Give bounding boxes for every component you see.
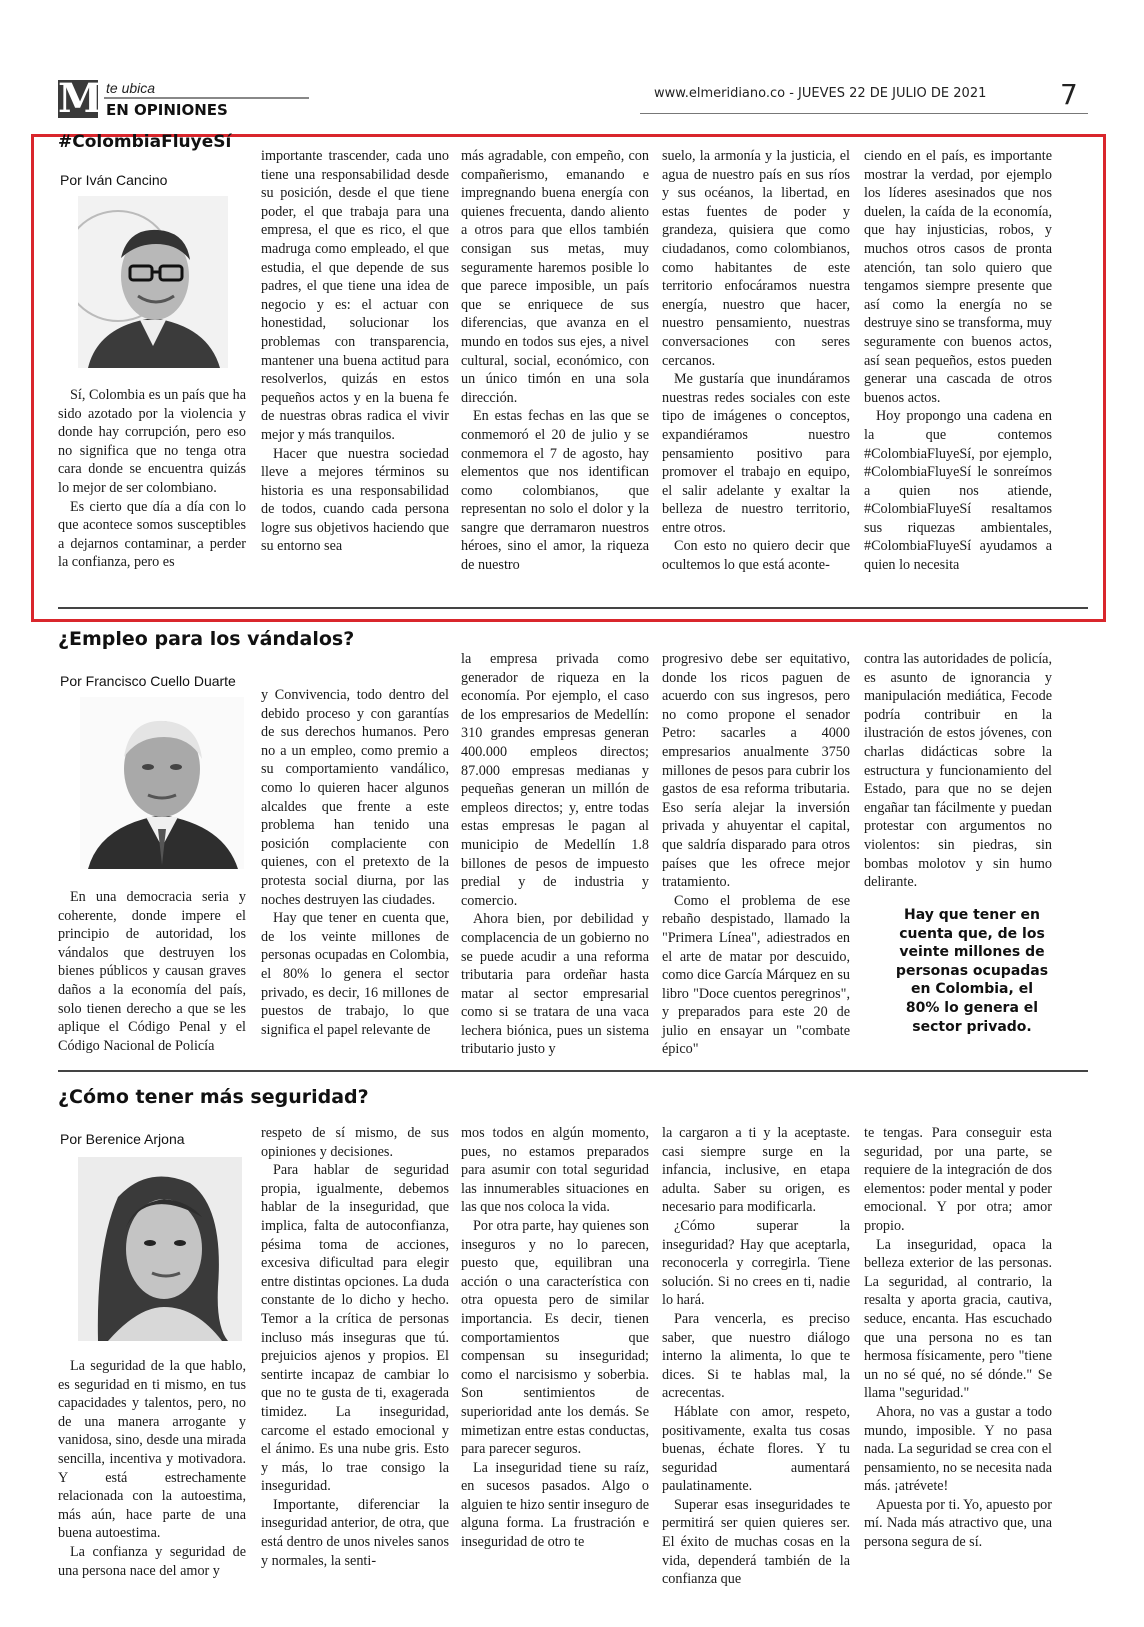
paragraph: Superar esas inseguridades te permitirá ser quien quieres ser. El éxito de muchas cosas en la vida, dependerá también de la confianza que bbox=[662, 1496, 850, 1588]
paragraph: ciendo en el país, es importante mostrar la verdad, por ejemplo los líderes asesinados que nos duelen, la caída de la economía, que hay injusticias, robos, y muchos otros casos de pronta atención, tan solo quiero que tengamos siempre presente que así como la energía no se destruye sino se transforma, muy seguramente con buenos actos, así sean pequeños, estos pueden generar una cascada de otros buenos actos. bbox=[864, 148, 1052, 406]
author-photo-berenice-arjona bbox=[78, 1157, 242, 1341]
article3-column-2 bbox=[261, 1124, 449, 1570]
header-rule bbox=[104, 97, 309, 99]
section-name: EN OPINIONES bbox=[106, 101, 228, 119]
article3-column-5 bbox=[864, 1124, 1052, 1552]
newspaper-logo: M bbox=[58, 75, 103, 122]
article1-column-5 bbox=[864, 147, 1052, 575]
paragraph: más agradable, con empeño, con compañerismo, emanando e impregnando buena energía con quienes frecuenta, dando aliento a otros para que ellos también consigan sus metas, muy seguramente haremos posible lo que parece imposible, un país que se enriquece de sus diferencias, que avanza en el mundo en todos sus ejes, a nivel cultural, social, económico, con un único timón en una sola dirección. bbox=[461, 148, 649, 406]
byline-francisco-cuello: Por Francisco Cuello Duarte bbox=[60, 673, 236, 689]
paragraph: suelo, la armonía y la justicia, el agua de nuestro país en sus ríos y sus océanos, la libertad, en estas fuentes de poder y grandeza, quisiera que como ciudadanos, como colombianos, como habitantes de este territorio enfocáramos nuestra energía, nuestro que hacer, nuestro pensamiento, nuestras conversaciones con seres cercanos. bbox=[662, 148, 850, 369]
paragraph: te tengas. Para conseguir esta seguridad, por una parte, se requiere de la integración de dos elementos: poder mental y poder emocional. Y por otra; amor propio. bbox=[864, 1125, 1052, 1234]
author-photo-francisco-cuello bbox=[80, 697, 244, 869]
paragraph: la cargaron a ti y la aceptaste. casi siempre surge en la infancia, inclusive, en etapa adulta. Saber su origen, es necesario para modificarla. bbox=[662, 1125, 850, 1216]
paragraph: Háblate con amor, respeto, positivamente, exalta tus cosas buenas, échate flores. Y tu seguridad aumentará paulatinamente. bbox=[662, 1403, 850, 1495]
paragraph: La confianza y seguridad de una persona nace del amor y bbox=[58, 1543, 246, 1579]
byline-ivan-cancino: Por Iván Cancino bbox=[60, 172, 168, 188]
pull-quote: Hay que tener en cuenta que, de los veinte millones de personas ocupadas en Colombia, el 80% lo genera el sector privado. bbox=[895, 907, 1049, 1035]
paragraph: Es cierto que día a día con lo que acontece somos susceptibles a dejarnos contaminar, a perder la confianza, pero es bbox=[58, 498, 246, 571]
paragraph: La inseguridad tiene su raíz, en sucesos pasados. Algo o alguien te hizo sentir inseguro de alguna forma. La frustración e inseguridad de otro te bbox=[461, 1459, 649, 1551]
paragraph: Me gustaría que inundáramos nuestras redes sociales con este tipo de imágenes o conceptos, expandiéramos nuestro pensamiento positivo para promover el trabajo en equipo, el salir adelante y exaltar la belleza de nuestro territorio, entre otros. bbox=[662, 371, 850, 536]
paragraph: Como el problema de ese rebaño despistado, llamado la "Primera Línea", adiestrados en el arte de matar por descuido, como dice García Márquez en su libro "Doce cuentos peregrinos", y preparados para este 20 de julio en ensayar un "combate épico" bbox=[662, 892, 850, 1058]
article3-column-4 bbox=[662, 1124, 850, 1589]
article2-column-3 bbox=[461, 650, 649, 1059]
portrait-older-man-icon bbox=[80, 697, 244, 869]
paragraph: progresivo debe ser equitativo, donde los ricos paguen de acuerdo con sus ingresos, pero no como propone el senador Petro: sacarles a 4000 empresarios anualmente 3750 millones de pesos para cubrir los gastos de esa reforma tributaria. Eso sería alejar la inversión privada y ahuyentar el capital, que saldría disparado para otros países que les ofrece mejor tratamiento. bbox=[662, 651, 850, 891]
paragraph: Hay que tener en cuenta que, de los veinte millones de personas ocupadas en Colombia, el 80% lo genera el sector privado, es decir, 16 millones de puestos de trabajo, lo que significa el papel relevante de bbox=[261, 910, 449, 1038]
paragraph: Ahora bien, por debilidad y complacencia de un gobierno no se puede acudir a una reforma tributaria para ordeñar hasta matar al sector empresarial como si se tratara de una vaca lechera biónica, pues un sistema tributario justo y bbox=[461, 911, 649, 1058]
article1-column-3 bbox=[461, 147, 649, 575]
paragraph: Hacer que nuestra sociedad lleve a mejores términos su historia es una responsabilidad de todos, cuando cada persona logre sus objetivos haciendo que su entorno sea bbox=[261, 445, 449, 555]
article1-column-2 bbox=[261, 147, 449, 556]
header-right-rule bbox=[640, 113, 1088, 114]
section-divider bbox=[58, 607, 1088, 609]
paragraph: respeto de sí mismo, de sus opiniones y decisiones. bbox=[261, 1125, 449, 1160]
paragraph: mos todos en algún momento, pues, no estamos preparados para asumir con total seguridad las innumerables situaciones en las que nos coloca la vida. bbox=[461, 1125, 649, 1216]
portrait-man-glasses-icon bbox=[78, 196, 228, 368]
article1-column-1 bbox=[58, 386, 246, 572]
paragraph: La seguridad de la que hablo, es seguridad en ti mismo, en tus capacidades y talentos, pero, no de una manera arrogante y vanidosa, sino, desde una mirada sencilla, incentiva y motivadora. Y está estrechamente relacionada con la autoestima, más aún, hace parte de una buena autoestima. bbox=[58, 1358, 246, 1542]
paragraph: En estas fechas en las que se conmemoró el 20 de julio y se conmemora el 7 de agosto, hay elementos que nos identifican como colombianos, que representan no solo el dolor y la sangre que derramaron nuestros héroes, sino el amor, la riqueza de nuestro bbox=[461, 408, 649, 574]
paragraph: Por otra parte, hay quienes son inseguros y no lo parecen, puesto que, equilibran una acción o una característica con otra opuesta pero de similar importancia. Es decir, tienen comportamientos que compensan su inseguridad; como el narcisismo y soberbia. Son sentimientos de superioridad ante los demás. Se mimetizan entre estas conductas, para parecer seguros. bbox=[461, 1217, 649, 1458]
section-divider bbox=[58, 1070, 1088, 1072]
paragraph: En una democracia seria y coherente, donde impere el principio de autoridad, los vándalos que destruyen los bienes públicos y causan graves daños a la economía del país, solo tienen derecho a que se les aplique el Código Penal y el Código Nacional de Policía bbox=[58, 889, 246, 1054]
article3-column-3 bbox=[461, 1124, 649, 1552]
paragraph: contra las autoridades de policía, es asunto de ignorancia y manipulación mediática, Fecode podría contribuir en la ilustración de estos jóvenes, con charlas didácticas sobre la estructura y funcionamiento del Estado, para que no se dejen engañar tan fácilmente y puedan protestar con argumentos no violentos: sin piedras, sin bombas molotov y sin humo delirante. bbox=[864, 651, 1052, 891]
paragraph: importante trascender, cada uno tiene una responsabilidad desde su posición, desde el que tiene poder, el que trabaja para una empresa, el que es rico, el que madruga como empleado, el que estudia, el que depende de sus padres, el que tiene una idea de negocio y es: el actuar con honestidad, solucionar los problemas con transparencia, mantener una buena actitud para resolverlos, quizás en estos pequeños actos y en la buena fe de nuestras obras radica el vivir mejor y más tranquilos. bbox=[261, 148, 449, 443]
dateline: www.elmeridiano.co - JUEVES 22 DE JULIO DE 2021 bbox=[654, 86, 987, 101]
article1-column-4 bbox=[662, 147, 850, 575]
headline-mas-seguridad: ¿Cómo tener más seguridad? bbox=[58, 1086, 369, 1108]
page-number: 7 bbox=[1060, 78, 1078, 111]
article2-column-1 bbox=[58, 888, 246, 1055]
paragraph: Sí, Colombia es un país que ha sido azotado por la violencia y donde hay corrupción, pero eso no significa que no tenga otra cara donde se encuentra quizás lo mejor de ser colombiano. bbox=[58, 387, 246, 496]
paragraph: Importante, diferenciar la inseguridad anterior, de otra, que está dentro de unos niveles sanos y normales, la senti- bbox=[261, 1496, 449, 1569]
paragraph: ¿Cómo superar la inseguridad? Hay que aceptarla, reconocerla y corregirla. Tiene solución. Si no crees en ti, nadie lo hará. bbox=[662, 1217, 850, 1309]
paragraph: Ahora, no vas a gustar a todo mundo, imposible. Y no pasa nada. La seguridad se crea con el pensamiento, no se necesita nada más. ¡atrévete! bbox=[864, 1403, 1052, 1495]
article3-column-1 bbox=[58, 1357, 246, 1580]
headline-colombia-fluye: #ColombiaFluyeSí bbox=[58, 132, 232, 152]
paragraph: la empresa privada como generador de riqueza en la economía. Por ejemplo, el caso de los empresarios de Medellín: 310 grandes empresas generan 400.000 empleos directos; 87.000 empresas medianas y pequeñas generan un millón de empleos directos; y, entre todas estas empresas le pagan al municipio de Medellín 1.8 billones de pesos de impuesto predial y de industria y comercio. bbox=[461, 651, 649, 909]
paragraph: Para hablar de seguridad propia, igualmente, debemos hablar de la inseguridad, que implica, falta de autoconfianza, pésima toma de acciones, excesiva dificultad para elegir entre distintas opciones. La duda constante de lo dicho y hecho. Temor a la crítica de personas incluso más inseguras que tú. prejuicios ajenos y propios. El sentirte incapaz de cambiar lo que no te gusta de ti, exagerada timidez. La inseguridad, carcome el estado emocional y el ánimo. Es una nube gris. Esto y más, lo trae consigo la inseguridad. bbox=[261, 1162, 449, 1495]
headline-empleo-vandalos: ¿Empleo para los vándalos? bbox=[58, 628, 355, 650]
byline-berenice-arjona: Por Berenice Arjona bbox=[60, 1131, 185, 1147]
paragraph: Hoy propongo una cadena en la que contemos #ColombiaFluyeSí, por ejemplo, #ColombiaFluyeSí le sonreímos a quien nos atiende, #ColombiaFluyeSí resaltamos sus riquezas ambientales, #ColombiaFluyeSí ayudamos a quien lo necesita bbox=[864, 408, 1052, 574]
article2-column-5 bbox=[864, 650, 1052, 892]
portrait-woman-icon bbox=[78, 1157, 242, 1341]
paragraph: Apuesta por ti. Yo, apuesto por mí. Nada más atractivo que, una persona segura de sí. bbox=[864, 1496, 1052, 1551]
paragraph: Con esto no quiero decir que ocultemos lo que está aconte- bbox=[662, 538, 850, 574]
paragraph: La inseguridad, opaca la belleza exterior de las personas. La seguridad, al contrario, la resalta y aporta gracia, cautiva, seduce, encanta. Has escuchado que una persona no es tan hermosa físicamente, pero "tiene un no sé qué, no sé dónde." Se llama "seguridad." bbox=[864, 1236, 1052, 1402]
paragraph: y Convivencia, todo dentro del debido proceso y con garantías de sus derechos humanos. Pero no a un empleo, como premio a su comportamiento vandálico, como lo quieren hacer algunos alcaldes que frente a este problema han tenido una posición complaciente con quienes, con el pretexto de la protesta social diurna, por las noches destruyen las ciudades. bbox=[261, 687, 449, 908]
logo-tagline: te ubica bbox=[106, 80, 156, 96]
article2-column-2 bbox=[261, 686, 449, 1039]
article2-column-4 bbox=[662, 650, 850, 1059]
author-photo-ivan-cancino bbox=[78, 196, 228, 368]
paragraph: Para vencerla, es preciso saber, que nuestro diálogo interno la alimenta, lo que te dices. Si te hablas mal, la acrecentas. bbox=[662, 1310, 850, 1402]
